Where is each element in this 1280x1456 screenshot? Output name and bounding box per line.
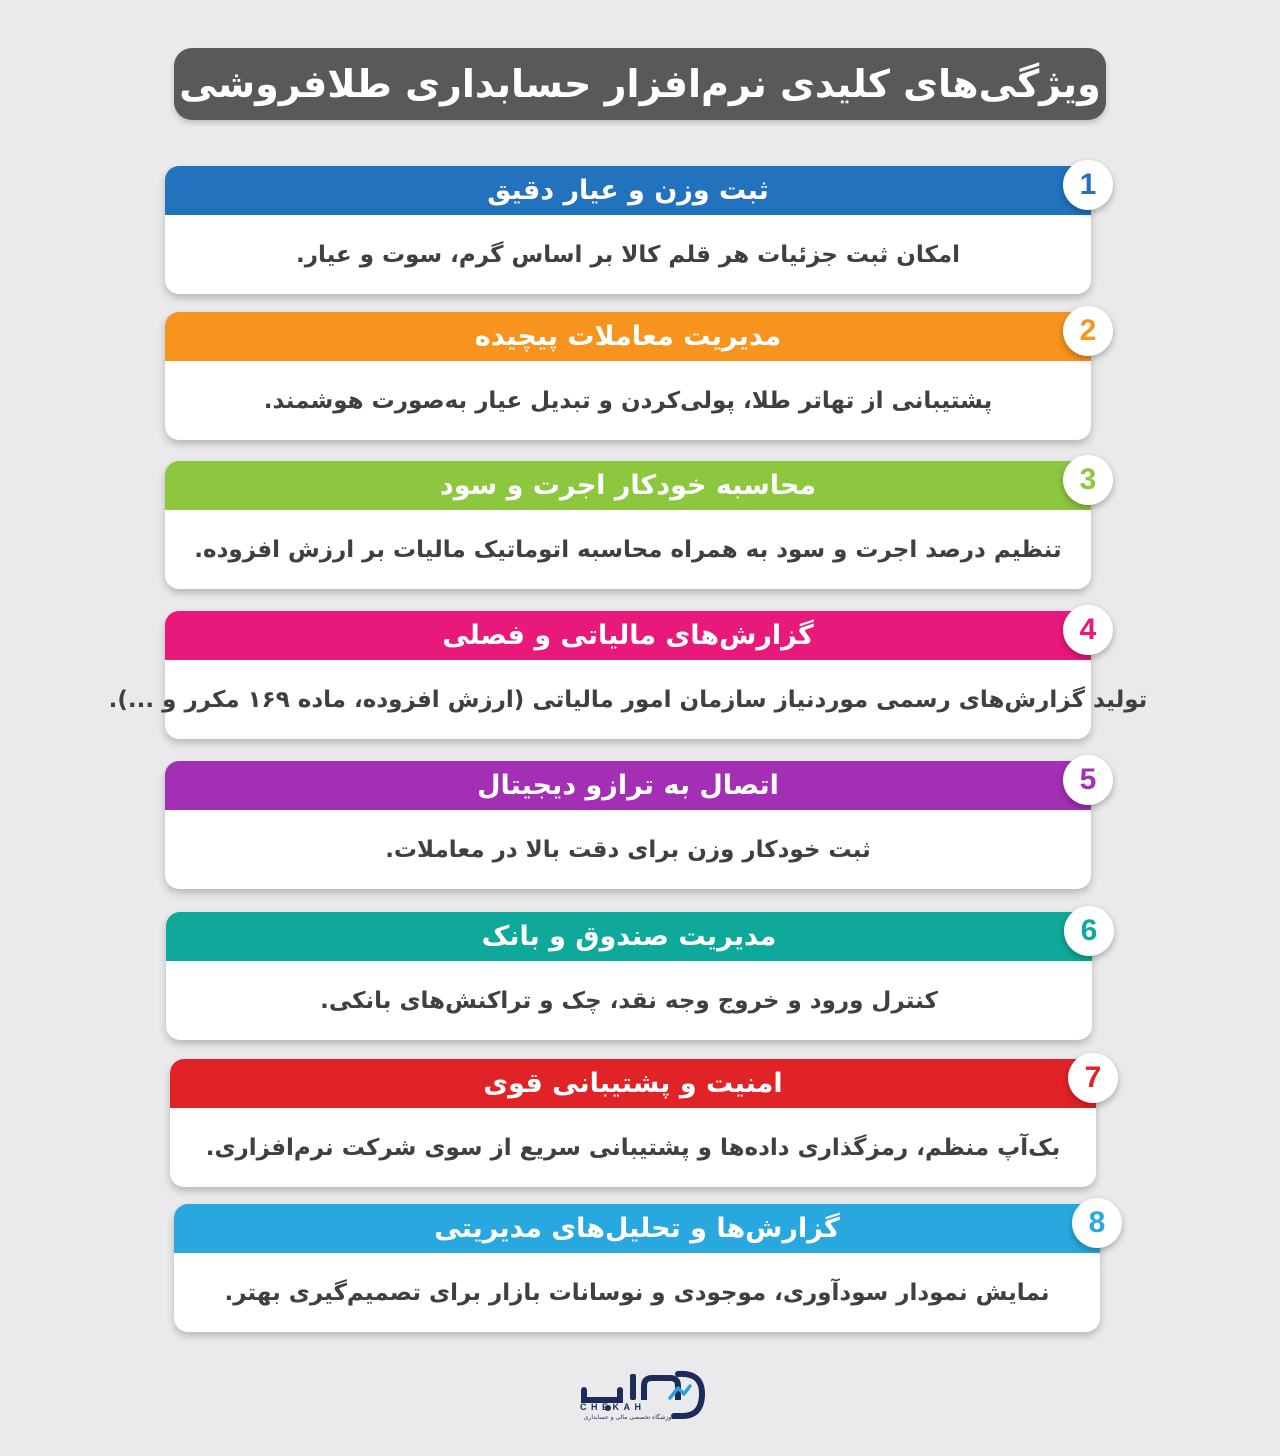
feature-card-body — [165, 810, 1091, 889]
feature-number-badge: 3 — [1063, 455, 1113, 505]
feature-card-body — [174, 1253, 1100, 1332]
feature-description: امکان ثبت جزئیات هر قلم کالا بر اساس گرم، سوت و عیار. — [295, 241, 960, 268]
feature-card-body — [165, 215, 1091, 294]
feature-heading: گزارش‌های مالیاتی و فصلی — [442, 620, 814, 651]
feature-card — [165, 761, 1097, 889]
feature-heading: امنیت و پشتیبانی قوی — [483, 1068, 783, 1099]
feature-card-body — [170, 1108, 1096, 1187]
feature-card-header — [170, 1059, 1096, 1108]
feature-number-badge: 4 — [1063, 605, 1113, 655]
feature-card-header — [166, 912, 1092, 961]
feature-heading: ثبت وزن و عیار دقیق — [487, 175, 769, 206]
feature-card-body — [166, 961, 1092, 1040]
feature-description: تولید گزارش‌های رسمی موردنیاز سازمان امور مالیاتی (ارزش افزوده، ماده ۱۶۹ مکرر و ...). — [108, 686, 1148, 713]
feature-card — [166, 912, 1098, 1040]
logo-tagline: آموزشگاه تخصصی مالی و حسابداری — [583, 1414, 677, 1421]
feature-heading: مدیریت معاملات پیچیده — [474, 321, 782, 352]
logo-latin-text: CHEKAH — [580, 1402, 646, 1412]
feature-card-box — [174, 1204, 1100, 1332]
feature-card-box — [165, 761, 1091, 889]
feature-card-header — [174, 1204, 1100, 1253]
feature-card — [165, 166, 1097, 294]
feature-card — [165, 312, 1097, 440]
feature-card-header — [165, 761, 1091, 810]
feature-description: کنترل ورود و خروج وجه نقد، چک و تراکنش‌های بانکی. — [320, 987, 938, 1014]
feature-number-badge: 8 — [1072, 1198, 1122, 1248]
feature-description: تنظیم درصد اجرت و سود به همراه محاسبه اتوماتیک مالیات بر ارزش افزوده. — [194, 536, 1062, 563]
page-title-banner — [174, 48, 1106, 120]
feature-card-body — [165, 361, 1091, 440]
feature-card-header — [165, 461, 1091, 510]
feature-description: نمایش نمودار سودآوری، موجودی و نوسانات بازار برای تصمیم‌گیری بهتر. — [224, 1279, 1050, 1306]
feature-heading: اتصال به ترازو دیجیتال — [477, 770, 779, 801]
feature-card — [108, 611, 1148, 739]
feature-card-body — [165, 510, 1091, 589]
feature-card — [165, 461, 1097, 589]
feature-description: بک‌آپ منظم، رمزگذاری داده‌ها و پشتیبانی سریع از سوی شرکت نرم‌افزاری. — [205, 1134, 1061, 1161]
feature-card-box — [108, 611, 1148, 739]
feature-number-badge: 2 — [1063, 306, 1113, 356]
feature-card-box — [170, 1059, 1096, 1187]
feature-card-header — [165, 166, 1091, 215]
feature-number-badge: 5 — [1063, 755, 1113, 805]
feature-number-badge: 7 — [1068, 1053, 1118, 1103]
feature-number-badge: 1 — [1063, 160, 1113, 210]
feature-card-box — [165, 166, 1091, 294]
feature-card-body — [108, 660, 1148, 739]
feature-card-header — [165, 611, 1091, 660]
feature-description: ثبت خودکار وزن برای دقت بالا در معاملات. — [385, 836, 871, 863]
feature-description: پشتیبانی از تهاتر طلا، پولی‌کردن و تبدیل عیار به‌صورت هوشمند. — [263, 387, 993, 414]
feature-card-box — [166, 912, 1092, 1040]
feature-card-box — [165, 312, 1091, 440]
feature-number-badge: 6 — [1064, 906, 1114, 956]
feature-heading: مدیریت صندوق و بانک — [481, 921, 777, 952]
feature-card — [174, 1204, 1106, 1332]
feature-heading: محاسبه خودکار اجرت و سود — [439, 470, 817, 501]
page-title: ویژگی‌های کلیدی نرم‌افزار حسابداری طلافروشی — [179, 62, 1101, 106]
feature-card-header — [165, 312, 1091, 361]
feature-card-box — [165, 461, 1091, 589]
feature-heading: گزارش‌ها و تحلیل‌های مدیریتی — [434, 1213, 840, 1244]
feature-card — [170, 1059, 1102, 1187]
